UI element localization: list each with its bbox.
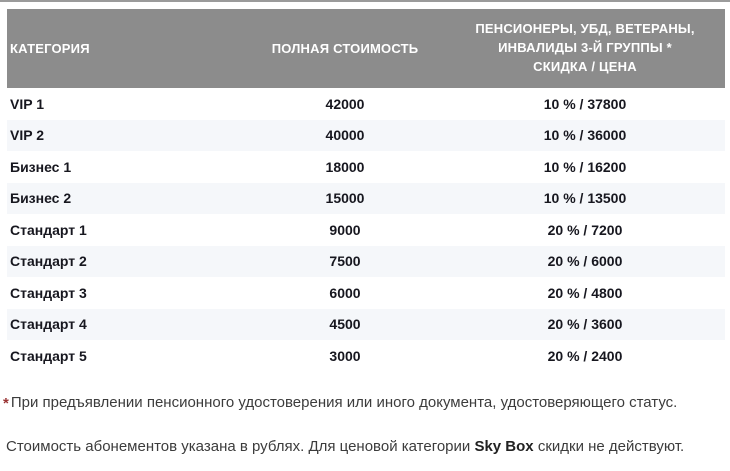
sky-box-label: Sky Box xyxy=(474,438,534,455)
cell-full-price: 6000 xyxy=(329,284,361,301)
table-row xyxy=(7,151,725,183)
cell-discount-price: 20 % / 2400 xyxy=(547,347,623,364)
table-row xyxy=(7,246,725,278)
header-discount xyxy=(445,20,725,77)
footnote-asterisk: * xyxy=(3,395,9,412)
cell-discount-price: 10 % / 13500 xyxy=(543,190,627,207)
footnote-status xyxy=(3,394,677,412)
cell-category: VIP 1 xyxy=(10,95,44,112)
footnote-status-text: При предъявлении пенсионного удостоверения или иного документа, удостоверяющего статус. xyxy=(10,394,678,411)
cell-discount-price: 10 % / 36000 xyxy=(543,127,627,144)
table-row xyxy=(7,277,725,309)
table-row xyxy=(7,309,725,341)
table-row xyxy=(7,120,725,152)
cell-full-price: 42000 xyxy=(325,95,365,112)
table-row xyxy=(7,183,725,215)
cell-full-price: 9000 xyxy=(329,221,361,238)
cell-category: Стандарт 4 xyxy=(10,316,87,333)
cell-category: Стандарт 2 xyxy=(10,253,87,270)
cell-category: VIP 2 xyxy=(10,127,44,144)
header-category: КАТЕГОРИЯ xyxy=(10,41,90,56)
cell-discount-price: 10 % / 16200 xyxy=(543,158,627,175)
cell-full-price: 40000 xyxy=(325,127,365,144)
cell-discount-price: 20 % / 7200 xyxy=(547,221,623,238)
header-full-price: ПОЛНАЯ СТОИМОСТЬ xyxy=(271,41,419,56)
footnote-currency-prefix: Стоимость абонементов указана в рублях. Для ценовой категории xyxy=(6,438,475,455)
table-body xyxy=(7,88,725,372)
table-row xyxy=(7,214,725,246)
table-header-row xyxy=(7,9,725,88)
cell-full-price: 4500 xyxy=(329,316,361,333)
top-divider xyxy=(0,0,730,2)
footnote-currency-suffix: скидки не действуют. xyxy=(533,438,685,455)
cell-discount-price: 20 % / 6000 xyxy=(547,253,623,270)
footnote-currency xyxy=(6,438,684,455)
cell-discount-price: 20 % / 3600 xyxy=(547,316,623,333)
cell-full-price: 3000 xyxy=(329,347,361,364)
header-discount-line-2: ИНВАЛИДЫ 3-Й ГРУППЫ * xyxy=(498,40,672,56)
cell-category: Стандарт 5 xyxy=(10,347,87,364)
cell-discount-price: 10 % / 37800 xyxy=(543,95,627,112)
header-discount-line-3: СКИДКА / ЦЕНА xyxy=(533,58,637,74)
cell-full-price: 15000 xyxy=(325,190,365,207)
cell-category: Бизнес 1 xyxy=(10,158,72,175)
cell-category: Стандарт 3 xyxy=(10,284,87,301)
cell-full-price: 7500 xyxy=(329,253,361,270)
cell-full-price: 18000 xyxy=(325,158,365,175)
header-discount-line-1: ПЕНСИОНЕРЫ, УБД, ВЕТЕРАНЫ, xyxy=(475,21,695,37)
cell-category: Стандарт 1 xyxy=(10,221,87,238)
cell-discount-price: 20 % / 4800 xyxy=(547,284,623,301)
table-row xyxy=(7,88,725,120)
cell-category: Бизнес 2 xyxy=(10,190,72,207)
pricing-table xyxy=(7,9,725,372)
table-row xyxy=(7,340,725,372)
